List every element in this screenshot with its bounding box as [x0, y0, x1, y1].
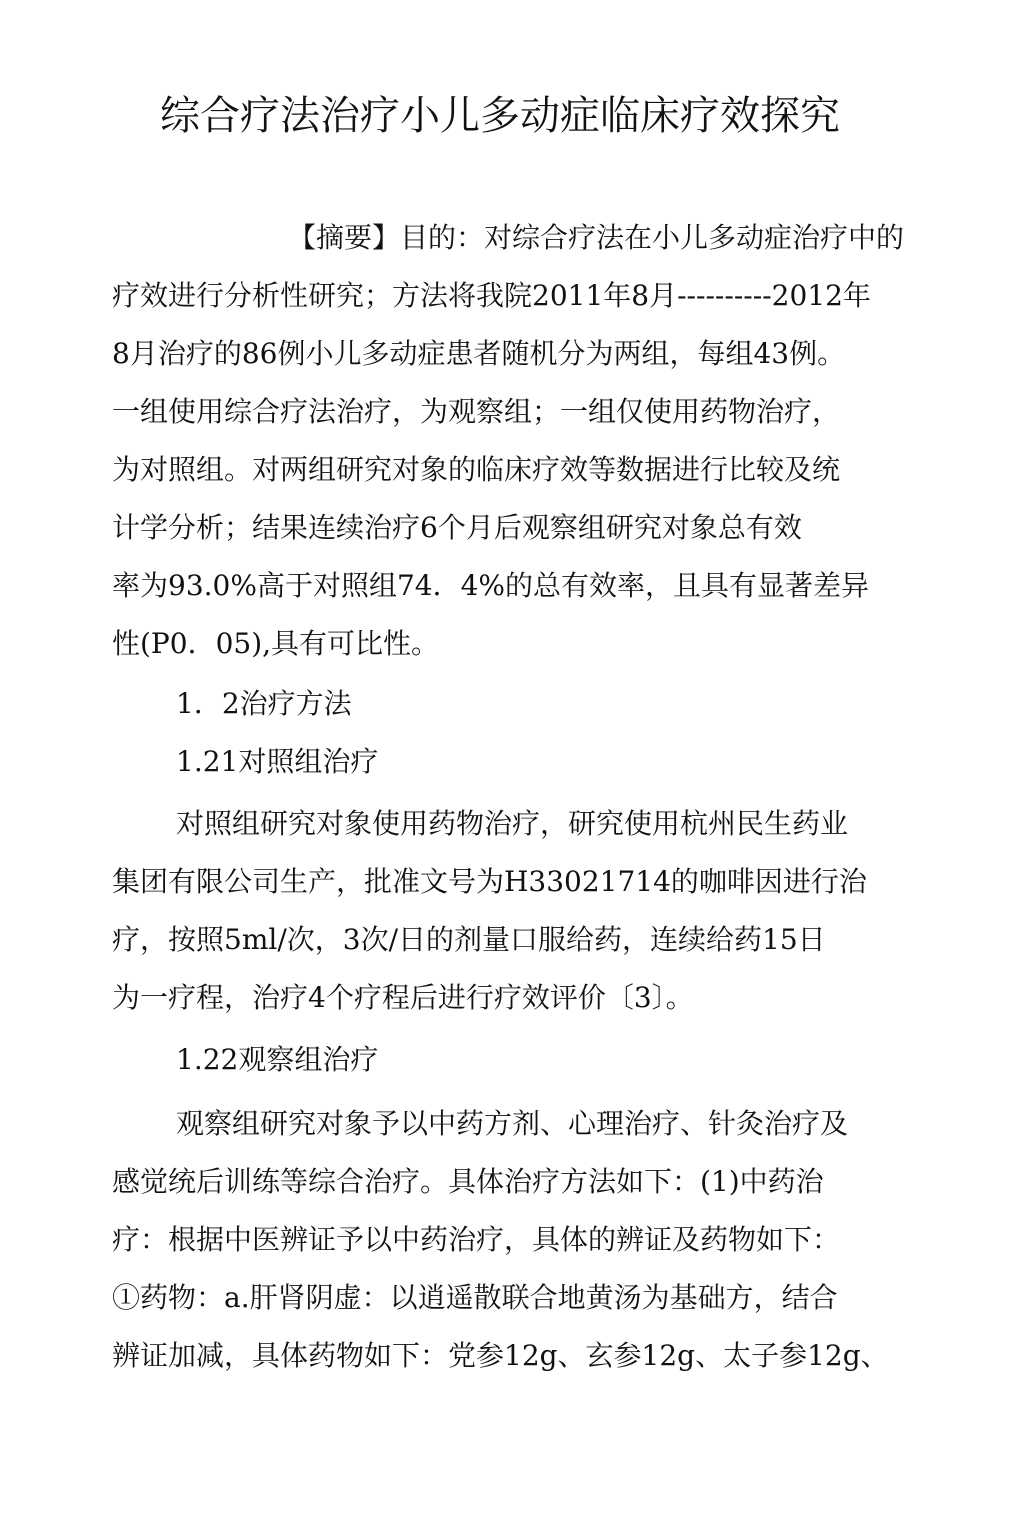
section-heading-1-22: 1.22观察组治疗 — [176, 1043, 379, 1076]
observation-line-1: 观察组研究对象予以中药方剂、心理治疗、针灸治疗及 — [176, 1107, 849, 1140]
abstract-line-2: 疗效进行分析性研究；方法将我院2011年8月----------2012年 — [112, 279, 871, 312]
observation-line-5: 辨证加减，具体药物如下：党参12g、玄参12g、太子参12g、 — [112, 1339, 889, 1372]
observation-line-4: ①药物：a.肝肾阴虚：以逍遥散联合地黄汤为基础方，结合 — [112, 1281, 838, 1314]
abstract-line-7: 率为93.0%高于对照组74．4%的总有效率，且具有显著差异 — [112, 569, 870, 602]
abstract-line-1: 【摘要】目的：对综合疗法在小儿多动症治疗中的 — [288, 221, 905, 254]
abstract-line-4: 一组使用综合疗法治疗，为观察组；一组仅使用药物治疗， — [112, 395, 841, 428]
abstract-line-3: 8月治疗的86例小儿多动症患者随机分为两组，每组43例。 — [112, 337, 846, 370]
control-line-4: 为一疗程，治疗4个疗程后进行疗效评价〔3〕。 — [112, 981, 694, 1014]
abstract-line-6: 计学分析；结果连续治疗6个月后观察组研究对象总有效 — [112, 511, 802, 544]
control-line-2: 集团有限公司生产，批准文号为H33021714的咖啡因进行治 — [112, 865, 867, 898]
section-heading-1-2: 1．2治疗方法 — [176, 687, 352, 720]
control-line-3: 疗，按照5ml/次，3次/日的剂量口服给药，连续给药15日 — [112, 923, 826, 956]
section-heading-1-21: 1.21对照组治疗 — [176, 745, 379, 778]
document-title: 综合疗法治疗小儿多动症临床疗效探究 — [160, 93, 840, 139]
abstract-line-5: 为对照组。对两组研究对象的临床疗效等数据进行比较及统 — [112, 453, 841, 486]
observation-line-2: 感觉统后训练等综合治疗。具体治疗方法如下：(1)中药治 — [112, 1165, 824, 1198]
abstract-line-8: 性(P0．05),具有可比性。 — [112, 627, 440, 660]
control-line-1: 对照组研究对象使用药物治疗，研究使用杭州民生药业 — [176, 807, 849, 840]
observation-line-3: 疗：根据中医辨证予以中药治疗，具体的辨证及药物如下： — [112, 1223, 841, 1256]
